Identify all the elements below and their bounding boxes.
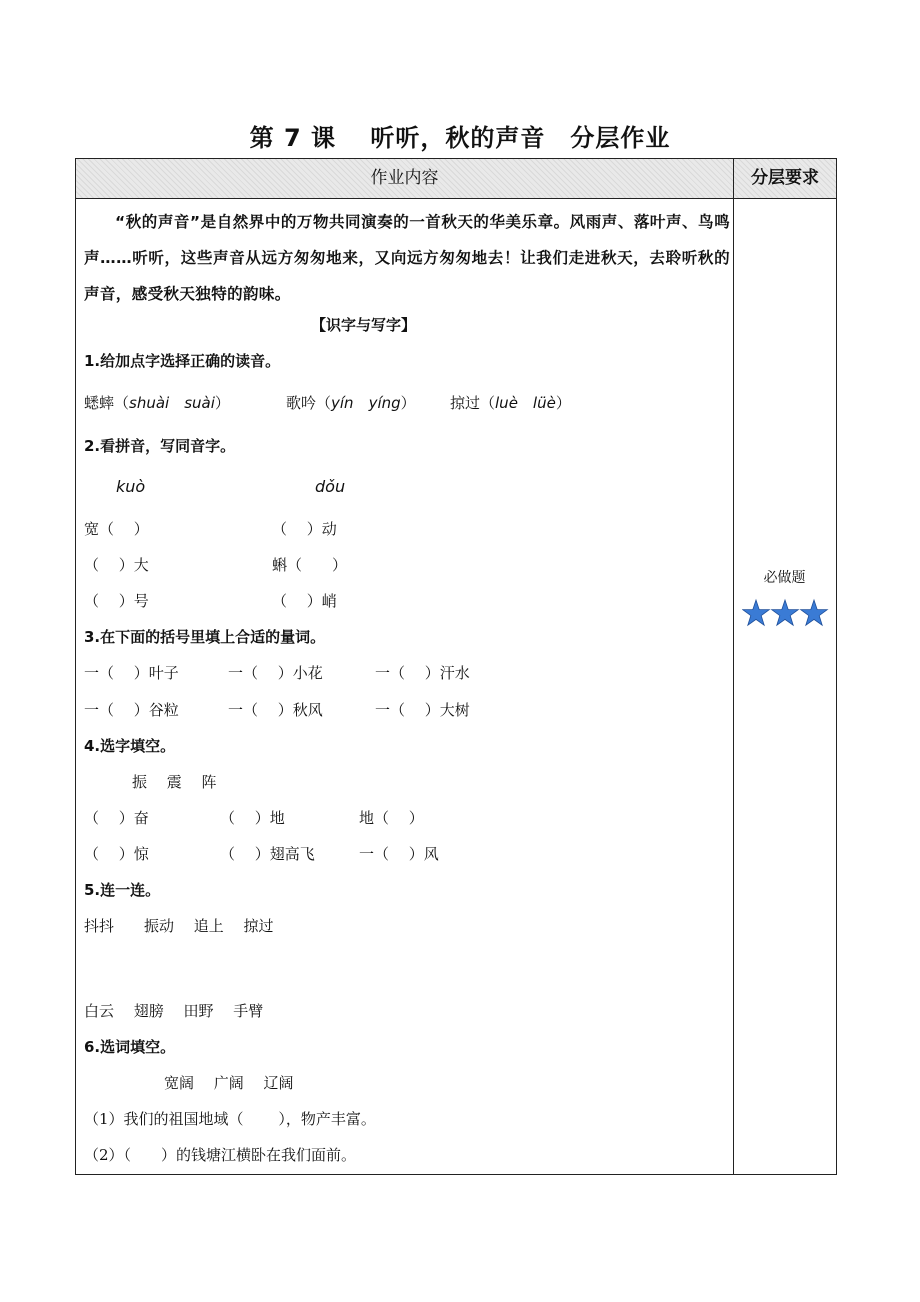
q4-row2-2: （ ）翅高飞	[220, 845, 315, 863]
header-content: 作业内容	[370, 168, 439, 188]
column-divider	[733, 159, 734, 1174]
q3-row2-2: 一（ ）秋风	[228, 701, 323, 719]
q4-row1-1: （ ）奋	[84, 809, 149, 827]
q2-pinyin-1: kuò	[116, 477, 146, 496]
q4-title: 4.选字填空。	[84, 737, 176, 755]
q2-left-2: （ ）大	[84, 556, 149, 574]
q1-item-1-close: ）	[214, 394, 230, 412]
requirement-label: 必做题	[763, 570, 806, 586]
q2-title: 2.看拼音，写同音字。	[84, 437, 236, 455]
q6-sentence-2: （2）（ ）的钱塘江横卧在我们面前。	[84, 1146, 357, 1164]
q5-bottom-row: 白云 翅膀 田野 手臂	[84, 1002, 264, 1020]
q1-item-2-word: 歌吟（	[286, 394, 332, 412]
q3-title: 3.在下面的括号里填上合适的量词。	[84, 628, 326, 646]
star-icon	[801, 600, 828, 625]
q3-row1-1: 一（ ）叶子	[84, 664, 179, 682]
q3-row2-1: 一（ ）谷粒	[84, 701, 179, 719]
q2-left-3: （ ）号	[84, 592, 149, 610]
q1-item-1-word: 蟋蟀（	[84, 394, 130, 412]
q1-item-2-close: ）	[400, 394, 416, 412]
q1-title: 1.给加点字选择正确的读音。	[84, 352, 281, 370]
q1-item-1-options: shuài suài	[129, 394, 215, 412]
q6-title: 6.选词填空。	[84, 1038, 176, 1056]
q4-row1-3: 地（ ）	[359, 809, 424, 827]
q2-right-3: （ ）峭	[272, 592, 337, 610]
q1-item-3-word: 掠过（	[450, 394, 496, 412]
q1-item-3	[450, 393, 571, 413]
q5-title: 5.连一连。	[84, 881, 161, 899]
q5-top-row: 抖抖 振动 追上 掠过	[84, 917, 274, 935]
page-title: 第 7 课 听听，秋的声音 分层作业	[249, 124, 671, 152]
q4-row1-2: （ ）地	[220, 809, 285, 827]
q1-item-3-close: ）	[555, 394, 571, 412]
q2-right-2: 蝌（ ）	[272, 556, 348, 574]
q2-right-1: （ ）动	[272, 520, 337, 538]
star-icon	[772, 600, 799, 625]
q3-row1-3: 一（ ）汗水	[375, 664, 470, 682]
intro-paragraph: “秋的声音”是自然界中的万物共同演奏的一首秋天的华美乐章。风雨声、落叶声、鸟鸣声……听听，这些声音从远方匆匆地来，又向远方匆匆地去！让我们走进秋天，去聆听秋的声音，感受秋天独特的韵味。	[84, 213, 730, 303]
q6-words: 宽阔 广阔 辽阔	[164, 1074, 294, 1092]
q3-row1-2: 一（ ）小花	[228, 664, 323, 682]
q1-item-2-options: yín yíng	[331, 394, 401, 412]
table-header	[76, 159, 836, 199]
q2-left-1: 宽（ ）	[84, 520, 149, 538]
q2-pinyin-2: dǒu	[315, 477, 346, 496]
q1-item-3-options: luè lüè	[495, 394, 556, 412]
section-heading: 【识字与写字】	[311, 316, 417, 334]
q4-row2-1: （ ）惊	[84, 845, 149, 863]
q4-row2-3: 一（ ）风	[359, 845, 439, 863]
header-requirement: 分层要求	[751, 168, 819, 188]
q4-chars: 振 震 阵	[132, 773, 217, 791]
star-icon	[743, 600, 770, 625]
q3-row2-3: 一（ ）大树	[375, 701, 470, 719]
star-rating	[742, 598, 832, 630]
q1-item-1	[84, 393, 230, 413]
q6-sentence-1: （1）我们的祖国地域（ ），物产丰富。	[84, 1110, 376, 1128]
q1-item-2	[286, 393, 416, 413]
